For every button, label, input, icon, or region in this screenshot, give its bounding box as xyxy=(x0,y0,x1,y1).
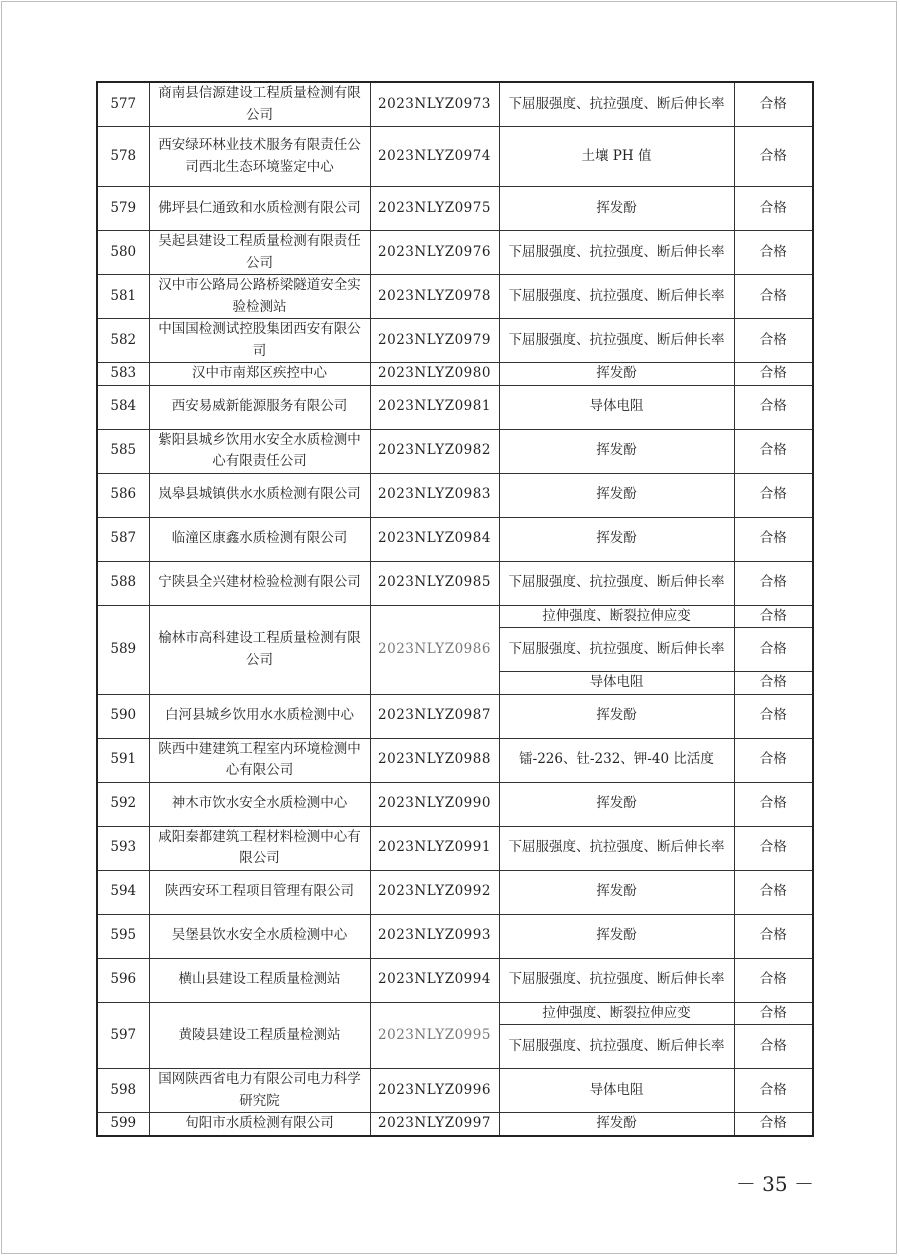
results-table xyxy=(96,81,814,1137)
sample-code: 2023NLYZ0983 xyxy=(370,473,499,517)
test-item: 挥发酚 xyxy=(499,187,734,231)
test-result: 合格 xyxy=(734,275,813,319)
organization-name: 白河县城乡饮用水水质检测中心 xyxy=(149,694,370,738)
organization-name: 紫阳县城乡饮用水安全水质检测中心有限责任公司 xyxy=(149,429,370,473)
row-number: 588 xyxy=(97,561,149,605)
row-number: 580 xyxy=(97,231,149,275)
organization-name: 汉中市公路局公路桥梁隧道安全实验检测站 xyxy=(149,275,370,319)
test-item: 挥发酚 xyxy=(499,694,734,738)
sample-code: 2023NLYZ0975 xyxy=(370,187,499,231)
row-number: 596 xyxy=(97,958,149,1002)
row-number: 578 xyxy=(97,127,149,187)
test-result: 合格 xyxy=(734,958,813,1002)
sample-code: 2023NLYZ0981 xyxy=(370,385,499,429)
test-item: 镭-226、钍-232、钾-40 比活度 xyxy=(499,738,734,782)
table-row xyxy=(97,605,813,628)
row-number: 595 xyxy=(97,914,149,958)
sample-code: 2023NLYZ0991 xyxy=(370,826,499,870)
test-item: 土壤 PH 值 xyxy=(499,127,734,187)
table-row xyxy=(97,517,813,561)
sample-code: 2023NLYZ0993 xyxy=(370,914,499,958)
sample-code: 2023NLYZ0985 xyxy=(370,561,499,605)
test-result: 合格 xyxy=(734,826,813,870)
table-row xyxy=(97,1002,813,1025)
sample-code: 2023NLYZ0988 xyxy=(370,738,499,782)
organization-name: 临潼区康鑫水质检测有限公司 xyxy=(149,517,370,561)
organization-name: 吴起县建设工程质量检测有限责任公司 xyxy=(149,231,370,275)
test-item: 下屈服强度、抗拉强度、断后伸长率 xyxy=(499,231,734,275)
row-number: 584 xyxy=(97,385,149,429)
test-result: 合格 xyxy=(734,1069,813,1113)
table-row xyxy=(97,275,813,319)
test-item: 导体电阻 xyxy=(499,1069,734,1113)
sample-code: 2023NLYZ0973 xyxy=(370,82,499,127)
sample-code: 2023NLYZ0986 xyxy=(370,605,499,694)
test-result: 合格 xyxy=(734,363,813,386)
organization-name: 岚皋县城镇供水水质检测有限公司 xyxy=(149,473,370,517)
table-row xyxy=(97,429,813,473)
row-number: 581 xyxy=(97,275,149,319)
test-item: 拉伸强度、断裂拉伸应变 xyxy=(499,605,734,628)
row-number: 599 xyxy=(97,1113,149,1136)
sample-code: 2023NLYZ0987 xyxy=(370,694,499,738)
test-result: 合格 xyxy=(734,694,813,738)
test-result: 合格 xyxy=(734,561,813,605)
test-result: 合格 xyxy=(734,738,813,782)
table-row xyxy=(97,914,813,958)
organization-name: 榆林市高科建设工程质量检测有限公司 xyxy=(149,605,370,694)
test-item: 下屈服强度、抗拉强度、断后伸长率 xyxy=(499,275,734,319)
table-row xyxy=(97,738,813,782)
page-number: － 35 － xyxy=(735,1172,814,1196)
row-number: 589 xyxy=(97,605,149,694)
organization-name: 陕西中建建筑工程室内环境检测中心有限公司 xyxy=(149,738,370,782)
test-result: 合格 xyxy=(734,187,813,231)
test-result: 合格 xyxy=(734,517,813,561)
row-number: 583 xyxy=(97,363,149,386)
test-result: 合格 xyxy=(734,1025,813,1069)
test-item: 下屈服强度、抗拉强度、断后伸长率 xyxy=(499,1025,734,1069)
sample-code: 2023NLYZ0980 xyxy=(370,363,499,386)
organization-name: 黄陵县建设工程质量检测站 xyxy=(149,1002,370,1069)
table-row xyxy=(97,782,813,826)
organization-name: 西安绿环林业技术服务有限责任公司西北生态环境鉴定中心 xyxy=(149,127,370,187)
test-result: 合格 xyxy=(734,385,813,429)
test-result: 合格 xyxy=(734,628,813,672)
test-item: 挥发酚 xyxy=(499,429,734,473)
organization-name: 汉中市南郑区疾控中心 xyxy=(149,363,370,386)
test-result: 合格 xyxy=(734,473,813,517)
sample-code: 2023NLYZ0982 xyxy=(370,429,499,473)
sample-code: 2023NLYZ0984 xyxy=(370,517,499,561)
row-number: 598 xyxy=(97,1069,149,1113)
organization-name: 咸阳秦都建筑工程材料检测中心有限公司 xyxy=(149,826,370,870)
table-row xyxy=(97,231,813,275)
table-row xyxy=(97,319,813,363)
organization-name: 吴堡县饮水安全水质检测中心 xyxy=(149,914,370,958)
test-result: 合格 xyxy=(734,1002,813,1025)
table-row xyxy=(97,870,813,914)
test-result: 合格 xyxy=(734,605,813,628)
row-number: 579 xyxy=(97,187,149,231)
test-item: 下屈服强度、抗拉强度、断后伸长率 xyxy=(499,319,734,363)
table-row xyxy=(97,826,813,870)
sample-code: 2023NLYZ0992 xyxy=(370,870,499,914)
organization-name: 宁陕县全兴建材检验检测有限公司 xyxy=(149,561,370,605)
test-item: 拉伸强度、断裂拉伸应变 xyxy=(499,1002,734,1025)
row-number: 586 xyxy=(97,473,149,517)
organization-name: 佛坪县仁通致和水质检测有限公司 xyxy=(149,187,370,231)
test-result: 合格 xyxy=(734,127,813,187)
sample-code: 2023NLYZ0994 xyxy=(370,958,499,1002)
test-item: 挥发酚 xyxy=(499,1113,734,1136)
organization-name: 中国国检测试控股集团西安有限公司 xyxy=(149,319,370,363)
row-number: 582 xyxy=(97,319,149,363)
test-result: 合格 xyxy=(734,429,813,473)
table-row xyxy=(97,561,813,605)
table-row xyxy=(97,363,813,386)
organization-name: 国网陕西省电力有限公司电力科学研究院 xyxy=(149,1069,370,1113)
sample-code: 2023NLYZ0990 xyxy=(370,782,499,826)
row-number: 594 xyxy=(97,870,149,914)
sample-code: 2023NLYZ0995 xyxy=(370,1002,499,1069)
row-number: 591 xyxy=(97,738,149,782)
test-result: 合格 xyxy=(734,82,813,127)
test-result: 合格 xyxy=(734,870,813,914)
test-result: 合格 xyxy=(734,231,813,275)
test-item: 挥发酚 xyxy=(499,870,734,914)
sample-code: 2023NLYZ0978 xyxy=(370,275,499,319)
test-item: 下屈服强度、抗拉强度、断后伸长率 xyxy=(499,958,734,1002)
organization-name: 商南县信源建设工程质量检测有限公司 xyxy=(149,82,370,127)
organization-name: 神木市饮水安全水质检测中心 xyxy=(149,782,370,826)
test-item: 挥发酚 xyxy=(499,363,734,386)
test-item: 挥发酚 xyxy=(499,517,734,561)
table-row xyxy=(97,385,813,429)
test-item: 下屈服强度、抗拉强度、断后伸长率 xyxy=(499,561,734,605)
test-result: 合格 xyxy=(734,319,813,363)
table-row xyxy=(97,958,813,1002)
row-number: 597 xyxy=(97,1002,149,1069)
sample-code: 2023NLYZ0976 xyxy=(370,231,499,275)
test-item: 挥发酚 xyxy=(499,914,734,958)
sample-code: 2023NLYZ0996 xyxy=(370,1069,499,1113)
test-item: 下屈服强度、抗拉强度、断后伸长率 xyxy=(499,82,734,127)
row-number: 577 xyxy=(97,82,149,127)
table-row xyxy=(97,1113,813,1136)
table-row xyxy=(97,82,813,127)
test-item: 导体电阻 xyxy=(499,385,734,429)
test-result: 合格 xyxy=(734,782,813,826)
row-number: 587 xyxy=(97,517,149,561)
test-item: 导体电阻 xyxy=(499,672,734,695)
table-row xyxy=(97,127,813,187)
test-item: 下屈服强度、抗拉强度、断后伸长率 xyxy=(499,628,734,672)
sample-code: 2023NLYZ0974 xyxy=(370,127,499,187)
test-result: 合格 xyxy=(734,1113,813,1136)
sample-code: 2023NLYZ0979 xyxy=(370,319,499,363)
table-row xyxy=(97,694,813,738)
organization-name: 陕西安环工程项目管理有限公司 xyxy=(149,870,370,914)
sample-code: 2023NLYZ0997 xyxy=(370,1113,499,1136)
row-number: 593 xyxy=(97,826,149,870)
table-body xyxy=(97,82,813,1136)
table-row xyxy=(97,1069,813,1113)
test-item: 下屈服强度、抗拉强度、断后伸长率 xyxy=(499,826,734,870)
organization-name: 横山县建设工程质量检测站 xyxy=(149,958,370,1002)
row-number: 592 xyxy=(97,782,149,826)
test-result: 合格 xyxy=(734,672,813,695)
table-row xyxy=(97,473,813,517)
row-number: 590 xyxy=(97,694,149,738)
organization-name: 旬阳市水质检测有限公司 xyxy=(149,1113,370,1136)
test-item: 挥发酚 xyxy=(499,782,734,826)
table-row xyxy=(97,187,813,231)
test-item: 挥发酚 xyxy=(499,473,734,517)
organization-name: 西安易威新能源服务有限公司 xyxy=(149,385,370,429)
test-result: 合格 xyxy=(734,914,813,958)
row-number: 585 xyxy=(97,429,149,473)
